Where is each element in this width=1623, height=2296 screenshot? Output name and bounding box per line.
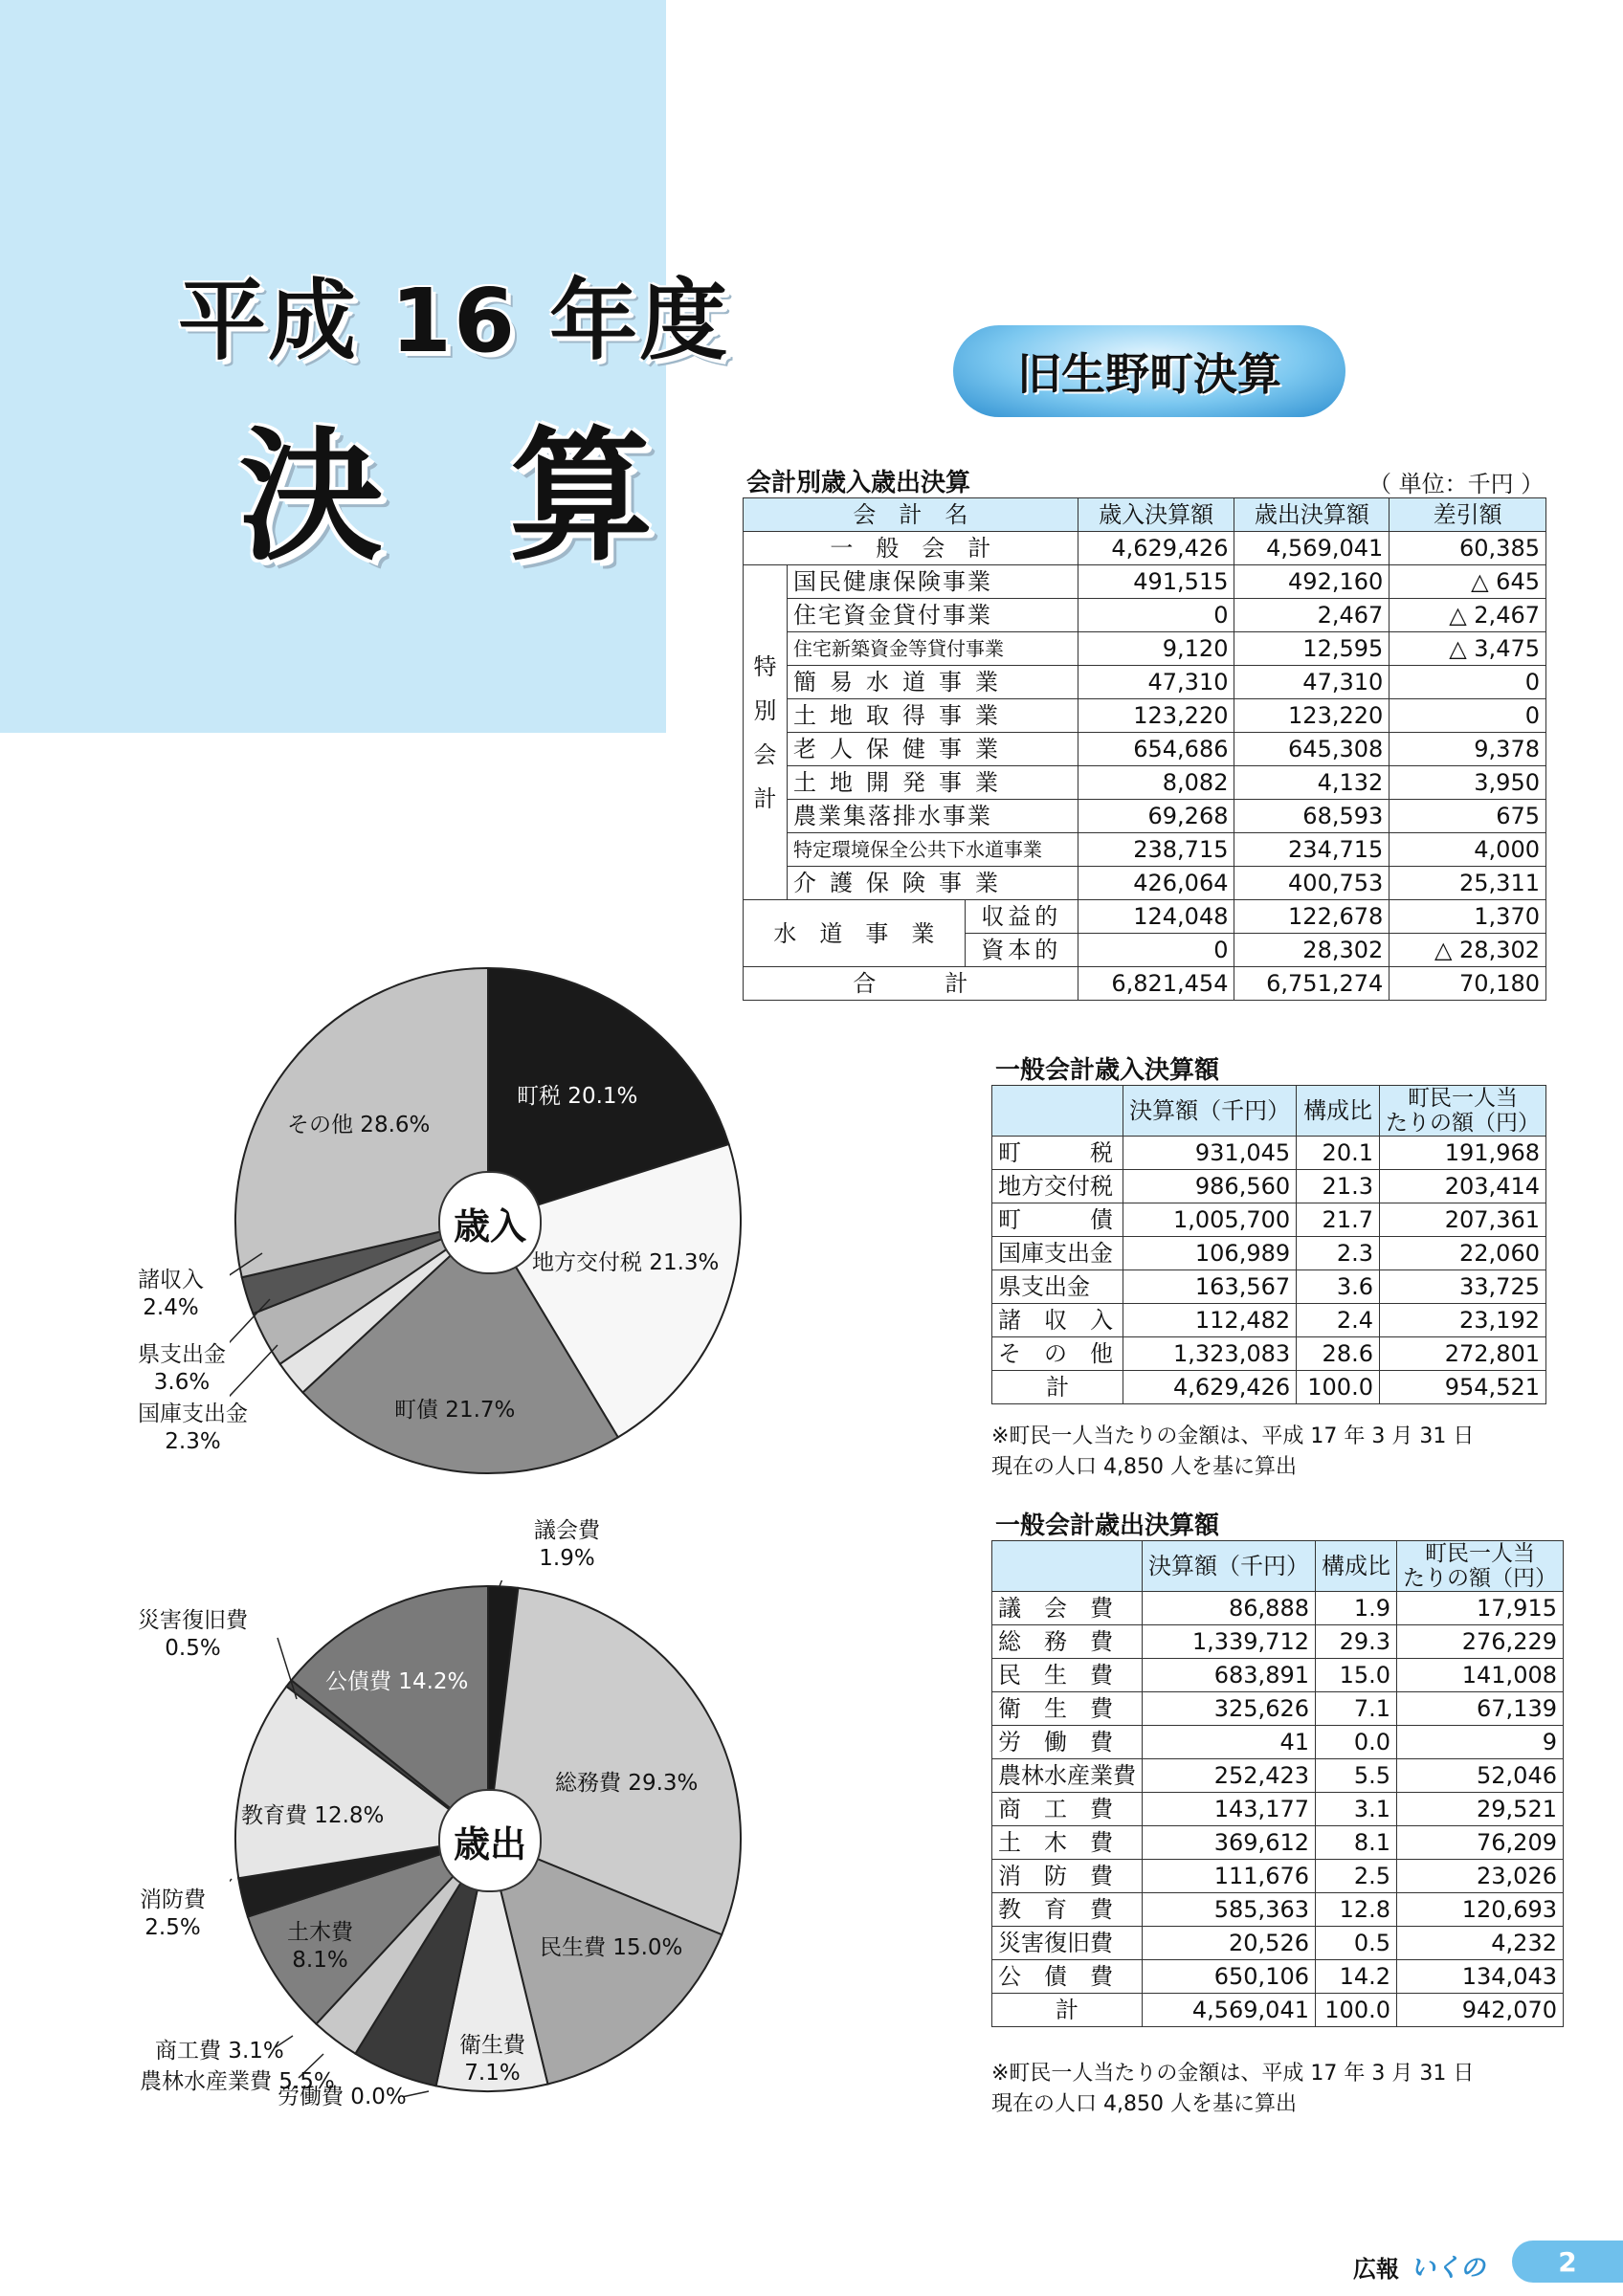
revenue-value: 0 [1078, 934, 1234, 967]
amount-value: 1,005,700 [1123, 1203, 1297, 1237]
per-capita-value: 272,801 [1379, 1337, 1545, 1371]
col-header-revenue: 歳入決算額 [1078, 498, 1234, 532]
item-name: 地方交付税 [992, 1170, 1123, 1203]
table-row [992, 1860, 1564, 1893]
account-name: 収益的 [965, 900, 1078, 934]
amount-value: 931,045 [1123, 1137, 1297, 1170]
amount-value: 111,676 [1143, 1860, 1316, 1893]
pie-label: 農林水産業費 5.5% [140, 2069, 335, 2094]
amount-value: 163,567 [1123, 1270, 1297, 1304]
per-capita-value: 141,008 [1397, 1659, 1564, 1692]
main-title: 決 算 [239, 414, 692, 581]
table-row [992, 1659, 1564, 1692]
pie-label: 民生費 15.0% [540, 1935, 683, 1960]
table-row [992, 1270, 1546, 1304]
revenue-table-title: 一般会計歳入決算額 [995, 1056, 1220, 1085]
amount-value: 1,339,712 [1143, 1625, 1316, 1659]
table-row [992, 1304, 1546, 1337]
per-capita-value: 67,139 [1397, 1692, 1564, 1726]
col-header-expenditure: 歳出決算額 [1234, 498, 1390, 532]
balance-value: △ 28,302 [1390, 934, 1546, 967]
expenditure-value: 12,595 [1234, 632, 1390, 666]
revenue-value: 124,048 [1078, 900, 1234, 934]
table-row [744, 800, 1546, 833]
per-capita-value: 120,693 [1397, 1893, 1564, 1927]
item-name: 消 防 費 [992, 1860, 1143, 1893]
item-name: 町 債 [992, 1203, 1123, 1237]
revenue-value: 47,310 [1078, 666, 1234, 699]
account-table [743, 497, 1546, 1001]
revenue-value: 8,082 [1078, 766, 1234, 800]
per-capita-value: 134,043 [1397, 1960, 1564, 1994]
item-name: 国庫支出金 [992, 1237, 1123, 1270]
table-row [744, 833, 1546, 867]
amount-value: 252,423 [1143, 1759, 1316, 1793]
footer-magazine: 広報 [1353, 2256, 1399, 2283]
per-capita-value: 52,046 [1397, 1759, 1564, 1793]
per-capita-value: 276,229 [1397, 1625, 1564, 1659]
table-row [992, 1170, 1546, 1203]
revenue-table [991, 1085, 1546, 1404]
amount-value: 20,526 [1143, 1927, 1316, 1960]
expenditure-value: 400,753 [1234, 867, 1390, 900]
amount-value: 4,569,041 [1143, 1994, 1316, 2027]
expenditure-value: 492,160 [1234, 565, 1390, 599]
table-row [992, 1337, 1546, 1371]
item-name: 商 工 費 [992, 1793, 1143, 1826]
expenditure-pie-center-label: 歳出 [438, 1789, 542, 1892]
expenditure-value: 28,302 [1234, 934, 1390, 967]
item-name: 県支出金 [992, 1270, 1123, 1304]
account-name: 住宅新築資金等貸付事業 [787, 632, 1078, 666]
item-name: 計 [992, 1371, 1123, 1404]
revenue-pie-center-label: 歳入 [438, 1171, 542, 1274]
expenditure-note-2: 現在の人口 4,850 人を基に算出 [991, 2092, 1297, 2116]
table-total-row [992, 1994, 1564, 2027]
per-capita-value: 207,361 [1379, 1203, 1545, 1237]
balance-value: 60,385 [1390, 532, 1546, 565]
ratio-value: 14.2 [1316, 1960, 1397, 1994]
per-capita-value: 33,725 [1379, 1270, 1545, 1304]
table-row [744, 565, 1546, 599]
pie-label: 公債費 14.2% [325, 1669, 469, 1694]
revenue-value: 69,268 [1078, 800, 1234, 833]
table-row [992, 1726, 1564, 1759]
balance-value: 70,180 [1390, 967, 1546, 1001]
account-name: 住宅資金貸付事業 [787, 599, 1078, 632]
page-number: 2 [1512, 2241, 1623, 2283]
per-capita-value: 76,209 [1397, 1826, 1564, 1860]
amount-value: 112,482 [1123, 1304, 1297, 1337]
table-row [992, 1759, 1564, 1793]
item-name: 諸 収 入 [992, 1304, 1123, 1337]
balance-value: 3,950 [1390, 766, 1546, 800]
table-row [992, 1893, 1564, 1927]
item-name: 民 生 費 [992, 1659, 1143, 1692]
revenue-value: 654,686 [1078, 733, 1234, 766]
expenditure-value: 234,715 [1234, 833, 1390, 867]
ratio-value: 3.6 [1297, 1270, 1380, 1304]
ratio-value: 3.1 [1316, 1793, 1397, 1826]
col-header-name: 会 計 名 [744, 498, 1078, 532]
balance-value: 4,000 [1390, 833, 1546, 867]
pie-label: 諸収入 2.4% [138, 1268, 204, 1320]
table-row [744, 867, 1546, 900]
pie-label: 消防費 2.5% [140, 1888, 206, 1940]
year-title: 平成 16 年度 [178, 270, 730, 372]
footer-logo: いくの [1411, 2254, 1486, 2283]
account-name: 介護保険事業 [787, 867, 1078, 900]
ratio-value: 21.3 [1297, 1170, 1380, 1203]
expenditure-value: 47,310 [1234, 666, 1390, 699]
expenditure-value: 4,569,041 [1234, 532, 1390, 565]
item-name: 災害復旧費 [992, 1927, 1143, 1960]
revenue-value: 0 [1078, 599, 1234, 632]
balance-value: 0 [1390, 699, 1546, 733]
revenue-note-2: 現在の人口 4,850 人を基に算出 [991, 1455, 1297, 1479]
ratio-value: 8.1 [1316, 1826, 1397, 1860]
balance-value: 9,378 [1390, 733, 1546, 766]
revenue-value: 426,064 [1078, 867, 1234, 900]
revenue-value: 6,821,454 [1078, 967, 1234, 1001]
pie-label: 地方交付税 21.3% [532, 1250, 720, 1275]
per-capita-value: 954,521 [1379, 1371, 1545, 1404]
amount-value: 143,177 [1143, 1793, 1316, 1826]
balance-value: △ 645 [1390, 565, 1546, 599]
amount-value: 585,363 [1143, 1893, 1316, 1927]
account-name: 一 般 会 計 [744, 532, 1078, 565]
item-name: 土 木 費 [992, 1826, 1143, 1860]
pie-leader-line [500, 1580, 507, 1586]
ratio-value: 0.5 [1316, 1927, 1397, 1960]
ratio-value: 7.1 [1316, 1692, 1397, 1726]
balance-value: 1,370 [1390, 900, 1546, 934]
table-total-row [992, 1371, 1546, 1404]
exp-col-per-capita: 町民一人当 たりの額（円） [1397, 1541, 1564, 1592]
table-row [744, 733, 1546, 766]
balance-value: △ 2,467 [1390, 599, 1546, 632]
per-capita-value: 942,070 [1397, 1994, 1564, 2027]
expenditure-table-title: 一般会計歳出決算額 [995, 1512, 1220, 1540]
rev-col-per-capita: 町民一人当 たりの額（円） [1379, 1086, 1545, 1137]
account-name: 簡易水道事業 [787, 666, 1078, 699]
account-table-unit: （ 単位：千円 ） [1368, 471, 1545, 497]
table-row [992, 1203, 1546, 1237]
amount-value: 86,888 [1143, 1592, 1316, 1625]
account-name: 合 計 [744, 967, 1078, 1001]
pie-label: 県支出金 3.6% [138, 1342, 226, 1395]
table-row [992, 1826, 1564, 1860]
account-name: 老人保健事業 [787, 733, 1078, 766]
pie-label: 教育費 12.8% [241, 1803, 385, 1828]
expenditure-value: 122,678 [1234, 900, 1390, 934]
amount-value: 986,560 [1123, 1170, 1297, 1203]
balance-value: 25,311 [1390, 867, 1546, 900]
amount-value: 650,106 [1143, 1960, 1316, 1994]
account-name: 土地開発事業 [787, 766, 1078, 800]
amount-value: 369,612 [1143, 1826, 1316, 1860]
special-account-group-label: 特 別 会 計 [744, 565, 788, 900]
item-name: 総 務 費 [992, 1625, 1143, 1659]
amount-value: 683,891 [1143, 1659, 1316, 1692]
account-table-title: 会計別歳入歳出決算 [746, 469, 971, 497]
water-account-label: 水 道 事 業 [744, 900, 966, 967]
expenditure-value: 4,132 [1234, 766, 1390, 800]
table-row [744, 666, 1546, 699]
table-row [992, 1237, 1546, 1270]
amount-value: 106,989 [1123, 1237, 1297, 1270]
balance-value: 675 [1390, 800, 1546, 833]
ratio-value: 5.5 [1316, 1759, 1397, 1793]
revenue-value: 9,120 [1078, 632, 1234, 666]
expenditure-value: 645,308 [1234, 733, 1390, 766]
pie-label: 商工費 3.1% [155, 2039, 284, 2064]
table-row [744, 632, 1546, 666]
ratio-value: 2.3 [1297, 1237, 1380, 1270]
table-row [992, 1625, 1564, 1659]
item-name: 公 債 費 [992, 1960, 1143, 1994]
revenue-note-1: ※町民一人当たりの金額は、平成 17 年 3 月 31 日 [991, 1424, 1475, 1448]
amount-value: 1,323,083 [1123, 1337, 1297, 1371]
ratio-value: 2.5 [1316, 1860, 1397, 1893]
balance-value: 0 [1390, 666, 1546, 699]
account-name: 国民健康保険事業 [787, 565, 1078, 599]
ratio-value: 28.6 [1297, 1337, 1380, 1371]
pie-label: 町税 20.1% [517, 1084, 638, 1109]
pie-leader-line [230, 1879, 232, 1896]
revenue-value: 123,220 [1078, 699, 1234, 733]
ratio-value: 15.0 [1316, 1659, 1397, 1692]
expenditure-note-1: ※町民一人当たりの金額は、平成 17 年 3 月 31 日 [991, 2062, 1475, 2086]
balance-value: △ 3,475 [1390, 632, 1546, 666]
item-name: 町 税 [992, 1137, 1123, 1170]
amount-value: 325,626 [1143, 1692, 1316, 1726]
expenditure-value: 123,220 [1234, 699, 1390, 733]
table-row [744, 532, 1546, 565]
table-row [744, 900, 1546, 934]
pie-label: 議会費 1.9% [534, 1518, 600, 1571]
table-row [992, 1793, 1564, 1826]
pie-label: 災害復旧費 0.5% [138, 1608, 248, 1661]
pie-label: 町債 21.7% [394, 1398, 516, 1423]
item-name: そ の 他 [992, 1337, 1123, 1371]
account-name: 特定環境保全公共下水道事業 [787, 833, 1078, 867]
ratio-value: 100.0 [1316, 1994, 1397, 2027]
per-capita-value: 9 [1397, 1726, 1564, 1759]
amount-value: 41 [1143, 1726, 1316, 1759]
ratio-value: 2.4 [1297, 1304, 1380, 1337]
table-row [744, 766, 1546, 800]
town-badge: 旧生野町決算 [953, 325, 1345, 417]
amount-value: 4,629,426 [1123, 1371, 1297, 1404]
table-row [744, 599, 1546, 632]
ratio-value: 12.8 [1316, 1893, 1397, 1927]
ratio-value: 29.3 [1316, 1625, 1397, 1659]
per-capita-value: 22,060 [1379, 1237, 1545, 1270]
item-name: 議 会 費 [992, 1592, 1143, 1625]
per-capita-value: 23,026 [1397, 1860, 1564, 1893]
pie-label: 国庫支出金 2.3% [138, 1402, 248, 1454]
per-capita-value: 29,521 [1397, 1793, 1564, 1826]
per-capita-value: 203,414 [1379, 1170, 1545, 1203]
table-row [992, 1927, 1564, 1960]
revenue-value: 4,629,426 [1078, 532, 1234, 565]
ratio-value: 1.9 [1316, 1592, 1397, 1625]
pie-label: その他 28.6% [287, 1113, 431, 1137]
pie-label: 総務費 29.3% [555, 1771, 699, 1796]
col-header-balance: 差引額 [1390, 498, 1546, 532]
pie-label: 衛生費 7.1% [459, 2033, 525, 2086]
rev-col-amount: 決算額（千円） [1123, 1086, 1297, 1137]
expenditure-value: 68,593 [1234, 800, 1390, 833]
item-name: 計 [992, 1994, 1143, 2027]
account-name: 資本的 [965, 934, 1078, 967]
ratio-value: 20.1 [1297, 1137, 1380, 1170]
expenditure-table [991, 1540, 1564, 2027]
exp-col-ratio: 構成比 [1316, 1541, 1397, 1592]
per-capita-value: 191,968 [1379, 1137, 1545, 1170]
expenditure-value: 2,467 [1234, 599, 1390, 632]
table-row [992, 1960, 1564, 1994]
ratio-value: 100.0 [1297, 1371, 1380, 1404]
per-capita-value: 4,232 [1397, 1927, 1564, 1960]
expenditure-value: 6,751,274 [1234, 967, 1390, 1001]
account-name: 農業集落排水事業 [787, 800, 1078, 833]
per-capita-value: 17,915 [1397, 1592, 1564, 1625]
account-name: 土地取得事業 [787, 699, 1078, 733]
revenue-value: 238,715 [1078, 833, 1234, 867]
item-name: 衛 生 費 [992, 1692, 1143, 1726]
table-row [992, 1137, 1546, 1170]
ratio-value: 0.0 [1316, 1726, 1397, 1759]
ratio-value: 21.7 [1297, 1203, 1380, 1237]
pie-label: 労働費 0.0% [278, 2085, 407, 2109]
pie-label: 土木費 8.1% [287, 1920, 353, 1973]
item-name: 労 働 費 [992, 1726, 1143, 1759]
table-row [744, 699, 1546, 733]
rev-col-ratio: 構成比 [1297, 1086, 1380, 1137]
item-name: 農林水産業費 [992, 1759, 1143, 1793]
revenue-value: 491,515 [1078, 565, 1234, 599]
per-capita-value: 23,192 [1379, 1304, 1545, 1337]
item-name: 教 育 費 [992, 1893, 1143, 1927]
table-row [992, 1592, 1564, 1625]
table-row [992, 1692, 1564, 1726]
exp-col-amount: 決算額（千円） [1143, 1541, 1316, 1592]
table-total-row [744, 967, 1546, 1001]
